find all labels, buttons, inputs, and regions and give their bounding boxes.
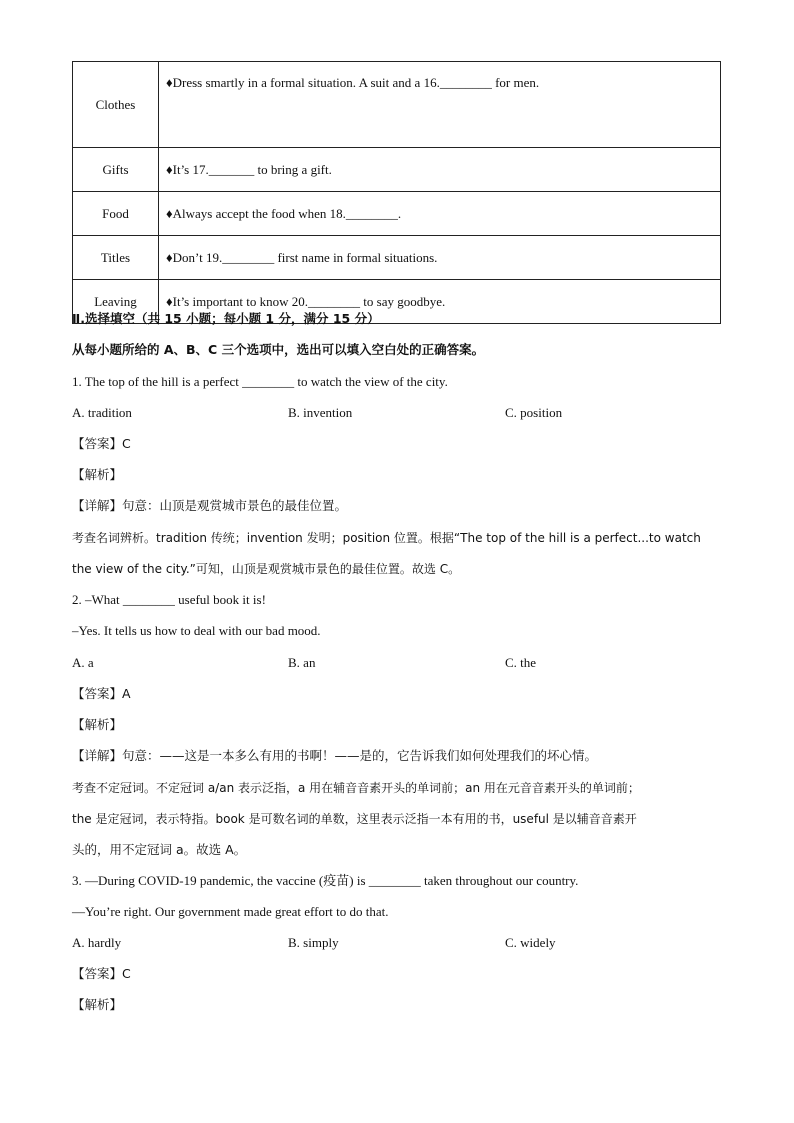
q1-option-b: B. invention [288,405,353,420]
q1-option-c: C. position [505,405,563,420]
table-row [73,236,721,280]
q1-answer: 【答案】C [72,436,131,451]
q1-detail: 【详解】句意：山顶是观赏城市景色的最佳位置。 [72,498,348,513]
table-row [73,192,721,236]
q1-explanation-line-2: the view of the city.”可知，山顶是观赏城市景色的最佳位置。故选 C。 [72,562,461,576]
q1-explanation-line-1: 考查名词辨析。tradition 传统；invention 发明；position 位置。根据“The top of the hill is a perfect...to watch [72,531,701,545]
q3-option-a: A. hardly [72,935,122,950]
q3-option-c: C. widely [505,935,556,950]
q2-explanation-line-3: 头的，用不定冠词 a。故选 A。 [72,842,247,857]
question-3-stem: 3. —During COVID-19 pandemic, the vaccine (疫苗) is ________ taken throughout our country. [72,873,579,888]
etiquette-table [72,61,721,324]
row-category: Leaving [73,280,159,324]
row-text: ♦Always accept the food when 18.________. [159,192,721,236]
q1-analysis-label: 【解析】 [72,467,123,482]
q3-answer: 【答案】C [72,966,131,981]
question-2-reply: –Yes. It tells us how to deal with our bad mood. [72,623,321,638]
question-3-reply: —You’re right. Our government made great effort to do that. [72,904,389,919]
q3-option-b: B. simply [288,935,339,950]
q2-option-b: B. an [288,655,316,670]
q2-explanation-line-2: the 是定冠词，表示特指。book 是可数名词的单数，这里表示泛指一本有用的书，useful 是以辅音音素开 [72,812,637,826]
section-title: Ⅱ.选择填空（共 15 小题；每小题 1 分，满分 15 分） [72,311,380,326]
q1-option-a: A. tradition [72,405,132,420]
row-text: ♦Don’t 19.________ first name in formal situations. [159,236,721,280]
q2-detail: 【详解】句意：——这是一本多么有用的书啊！——是的，它告诉我们如何处理我们的坏心情。 [72,748,598,763]
section-instruction: 从每小题所给的 A、B、C 三个选项中，选出可以填入空白处的正确答案。 [72,342,485,357]
q2-answer: 【答案】A [72,686,131,701]
row-text: ♦It’s 17._______ to bring a gift. [159,148,721,192]
row-category: Food [73,192,159,236]
row-category: Clothes [73,62,159,148]
q2-explanation-line-1: 考查不定冠词。不定冠词 a/an 表示泛指，a 用在辅音音素开头的单词前；an 用在元音音素开头的单词前； [72,781,640,795]
q2-analysis-label: 【解析】 [72,717,123,732]
row-text: ♦It’s important to know 20.________ to say goodbye. [159,280,721,324]
q3-analysis-label: 【解析】 [72,997,123,1012]
question-1-stem: 1. The top of the hill is a perfect ________ to watch the view of the city. [72,374,448,389]
q2-option-c: C. the [505,655,537,670]
row-category: Titles [73,236,159,280]
row-text: ♦Dress smartly in a formal situation. A suit and a 16.________ for men. [159,62,721,148]
q2-option-a: A. a [72,655,94,670]
table-row [73,62,721,148]
table-row [73,148,721,192]
row-category: Gifts [73,148,159,192]
question-2-stem: 2. –What ________ useful book it is! [72,592,266,607]
